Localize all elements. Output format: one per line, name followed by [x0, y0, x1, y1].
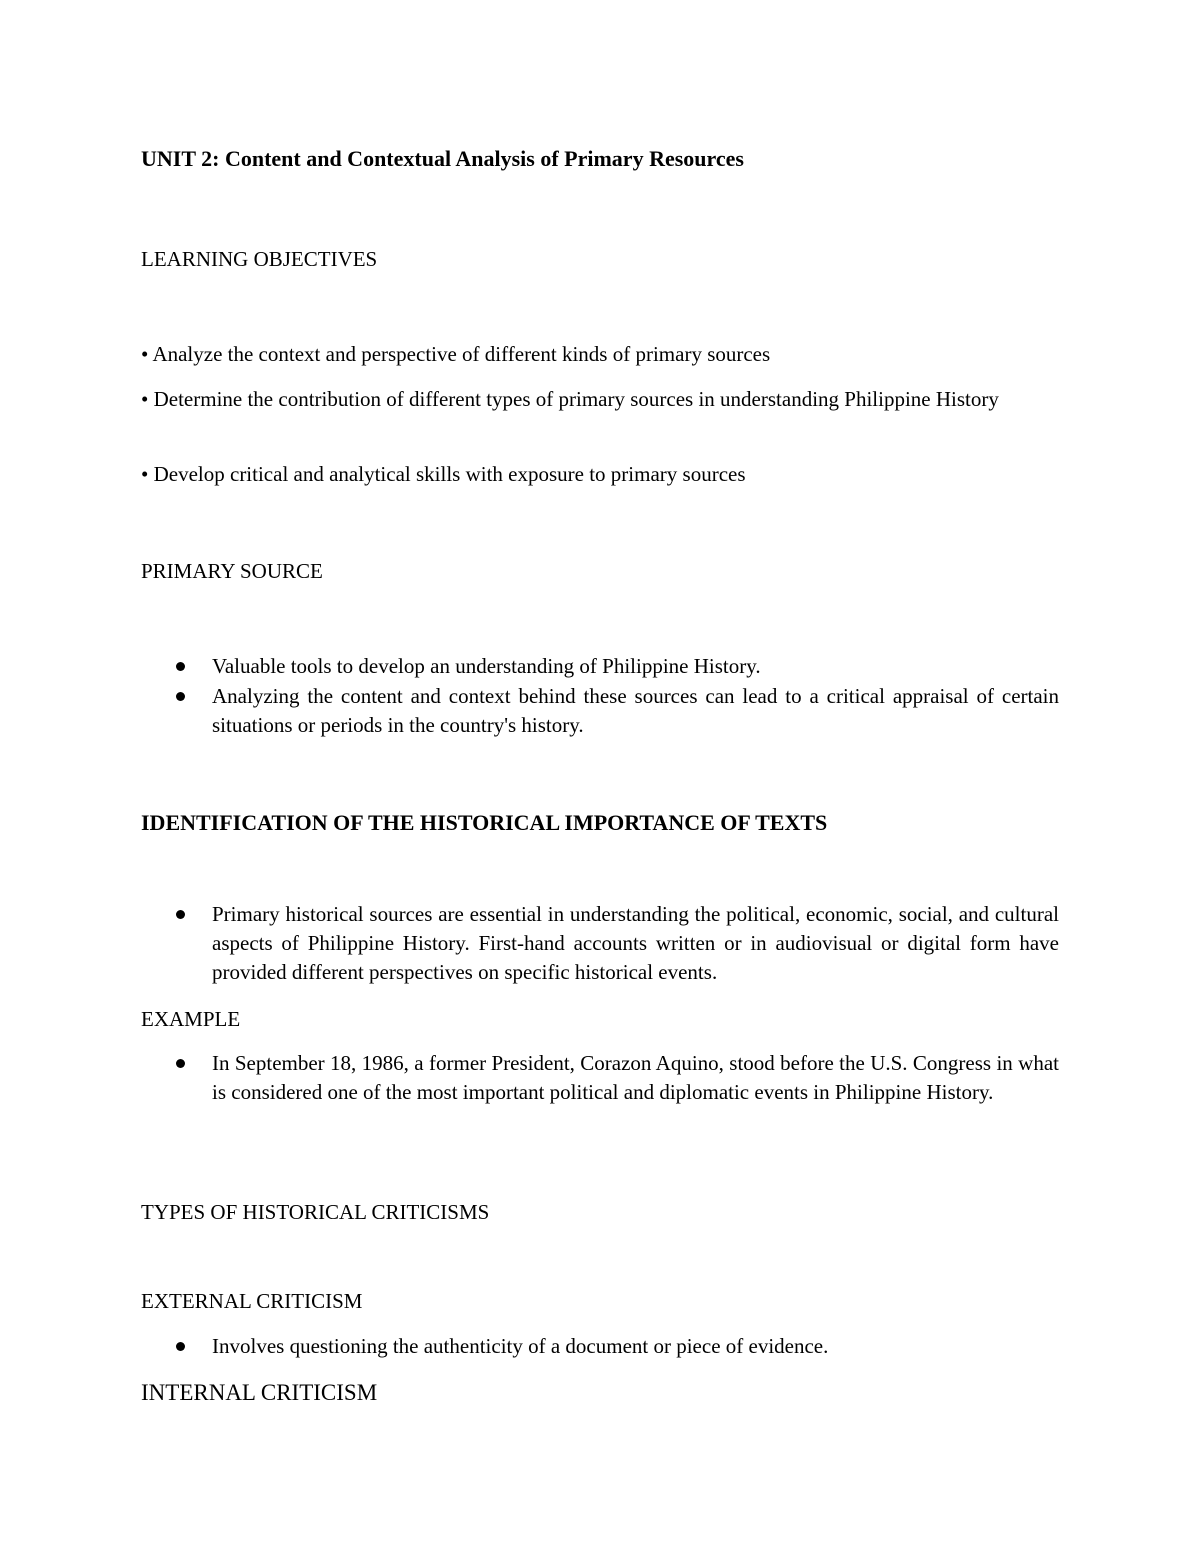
example-heading: EXAMPLE	[141, 1007, 241, 1031]
internal-criticism-heading: INTERNAL CRITICISM	[141, 1380, 378, 1405]
list-item: Primary historical sources are essential in understanding the political, economic, social, and cultural aspects of Philippine History. First-hand accounts written or in audiovisual or digital form have provided different perspectives on specific historical events.	[212, 902, 1059, 984]
bullet-dot	[176, 662, 185, 671]
bullet-dot	[176, 692, 185, 701]
list-item: In September 18, 1986, a former President, Corazon Aquino, stood before the U.S. Congress in what is considered one of the most important political and diplomatic events in Philippine History.	[212, 1051, 1059, 1104]
objective-item: • Determine the contribution of different types of primary sources in understanding Philippine History	[141, 387, 999, 411]
document-title: UNIT 2: Content and Contextual Analysis of Primary Resources	[141, 146, 744, 171]
external-criticism-heading: EXTERNAL CRITICISM	[141, 1289, 363, 1313]
identification-heading: IDENTIFICATION OF THE HISTORICAL IMPORTANCE OF TEXTS	[141, 810, 828, 835]
bullet-dot	[176, 910, 185, 919]
list-item: Valuable tools to develop an understanding of Philippine History.	[212, 654, 761, 678]
bullet-dot	[176, 1342, 185, 1351]
types-heading: TYPES OF HISTORICAL CRITICISMS	[141, 1200, 490, 1224]
list-item: Analyzing the content and context behind these sources can lead to a critical appraisal of certain situations or periods in the country's history.	[212, 684, 1059, 737]
learning-objectives-heading: LEARNING OBJECTIVES	[141, 247, 378, 271]
primary-source-heading: PRIMARY SOURCE	[141, 559, 323, 583]
bullet-dot	[176, 1059, 185, 1068]
list-item: Involves questioning the authenticity of a document or piece of evidence.	[212, 1334, 829, 1358]
objective-item: • Develop critical and analytical skills with exposure to primary sources	[141, 462, 746, 486]
objective-item: • Analyze the context and perspective of different kinds of primary sources	[141, 342, 771, 366]
